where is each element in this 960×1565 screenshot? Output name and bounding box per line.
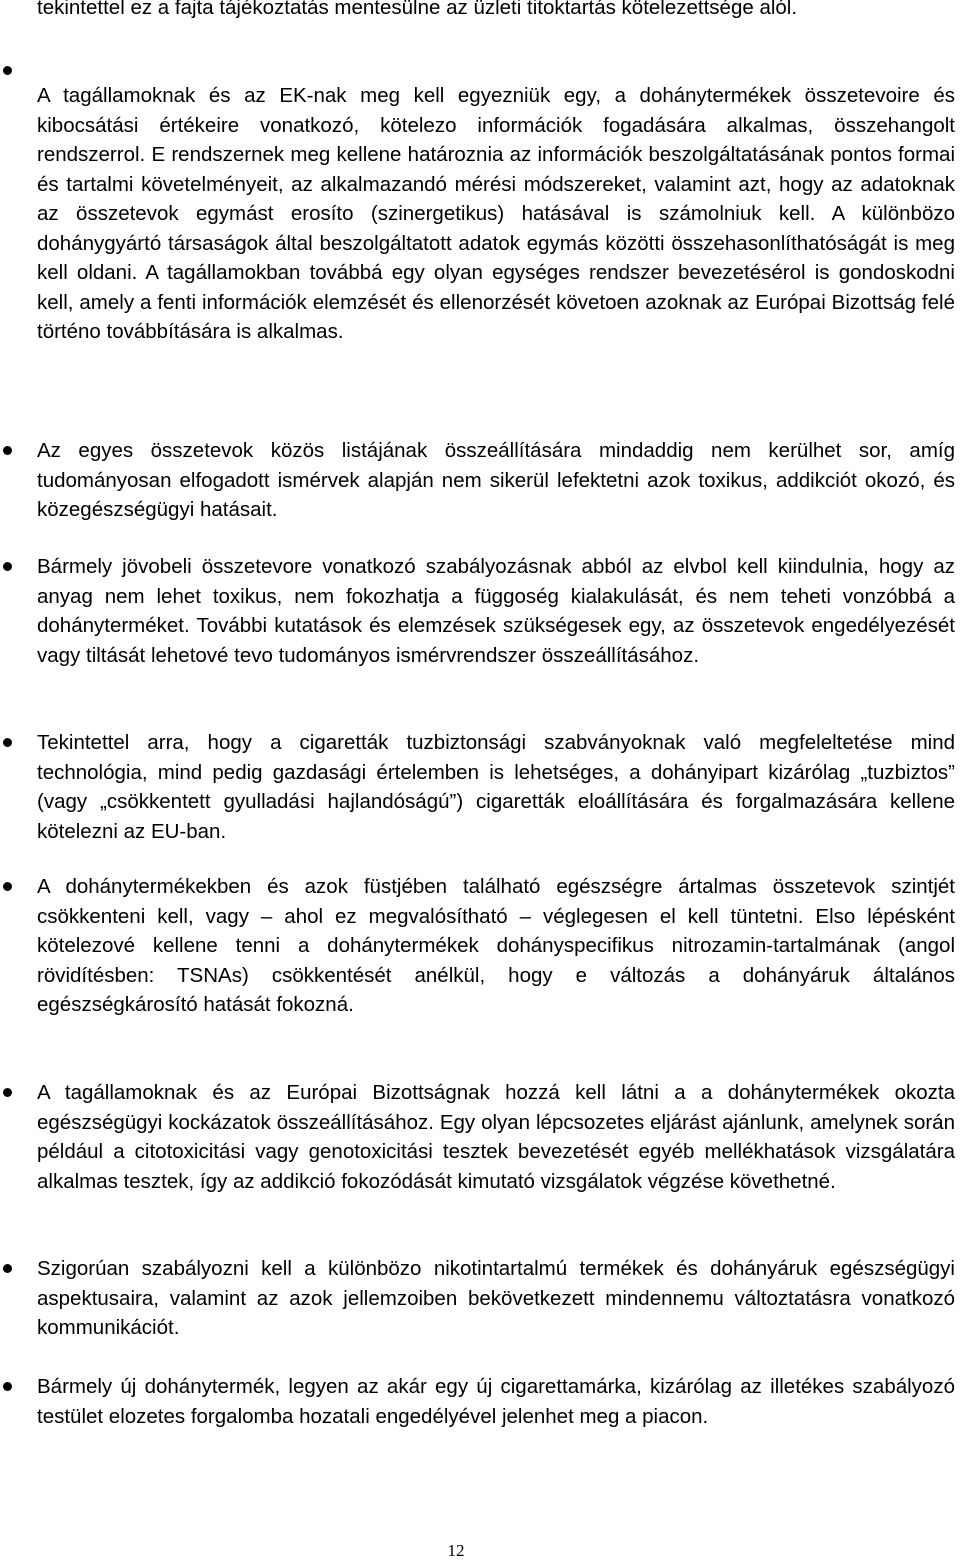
bullet-icon [3, 1382, 12, 1391]
bullet-paragraph-7: Szigorúan szabályozni kell a különbözo nikotintartalmú termékek és dohányáruk egészségügyi aspektusaira, valamint az azok jellemzoiben bekövetkezett mindennemu változtatásra vonatkozó kommunikációt. [37, 1257, 955, 1339]
bullet-icon [3, 562, 12, 571]
bullet-icon [3, 446, 12, 455]
bullet-paragraph-6: A tagállamoknak és az Európai Bizottságnak hozzá kell látni a a dohánytermékek okozta egészségügyi kockázatok összeállításához. Egy olyan lépcsozetes eljárást ajánlunk, amelynek során például a citotoxicitási vagy genotoxicitási tesztek bevezetését egyéb mellékhatások vizsgálatára alkalmas tesztek, így az addikció fokozódását kimutató vizsgálatok végzése követhetné. [37, 1081, 955, 1193]
bullet-icon [3, 66, 12, 75]
bullet-paragraph-2: Az egyes összetevok közös listájának összeállítására mindaddig nem kerülhet sor, amíg tudományosan elfogadott ismérvek alapján nem sikerül lefektetni azok toxikus, addikciót okozó, és közegészségügyi hatásait. [37, 439, 955, 521]
continuation-paragraph: tekintettel ez a fajta tájékoztatás mentesülne az üzleti titoktartás kötelezettsége alól. [37, 0, 798, 19]
bullet-paragraph-5: A dohánytermékekben és azok füstjében található egészségre ártalmas összetevok szintjét csökkenteni kell, vagy – ahol ez megvalósítható – véglegesen el kell tüntetni. Elso lépésként kötelezové kellene tenni a dohánytermékek dohányspecifikus nitrozamin-tartalmának (angol rövidítésben: TSNAs) csökkentését anélkül, hogy e változás a dohányáruk általános egészségkárosító hatását fokozná. [37, 875, 955, 1016]
bullet-paragraph-1: A tagállamoknak és az EK-nak meg kell egyezniük egy, a dohánytermékek összetevoire és kibocsátási értékeire vonatkozó, kötelezo információk fogadására alkalmas, összehangolt rendszerrol. E rendszernek meg kellene határoznia az információk beszolgáltatásának pontos formai és tartalmi követelményeit, az alkalmazandó mérési módszereket, valamint azt, hogy az adatoknak az összetevok egymást erosíto (szinergetikus) hatásával is számolniuk kell. A különbözo dohánygyártó társaságok által beszolgáltatott adatok egymás közötti összehasonlíthatóságát is meg kell oldani. A tagállamokban továbbá egy olyan egységes rendszer bevezetésérol is gondoskodni kell, amely a fenti információk elemzését és ellenorzését követoen azoknak az Európai Bizottság felé történo továbbítására is alkalmas. [37, 84, 955, 343]
bullet-icon [3, 1264, 12, 1273]
page-number: 12 [447, 1541, 465, 1560]
bullet-paragraph-8: Bármely új dohánytermék, legyen az akár egy új cigarettamárka, kizárólag az illetékes szabályozó testület elozetes forgalomba hozatali engedélyével jelenhet meg a piacon. [37, 1375, 955, 1428]
bullet-icon [3, 1088, 12, 1097]
bullet-icon [3, 882, 12, 891]
bullet-icon [3, 738, 12, 747]
bullet-paragraph-4: Tekintettel arra, hogy a cigaretták tuzbiztonsági szabványoknak való megfeleltetése mind technológia, mind pedig gazdasági értelemben is lehetséges, a dohányipart kizárólag „tuzbiztos” (vagy „csökkentett gyulladási hajlandóságú”) cigaretták eloállítására és forgalmazására kellene kötelezni az EU-ban. [37, 731, 955, 843]
bullet-paragraph-3: Bármely jövobeli összetevore vonatkozó szabályozásnak abból az elvbol kell kiindulnia, hogy az anyag nem lehet toxikus, nem fokozhatja a függoség kialakulását, és nem teheti vonzóbbá a dohányterméket. További kutatások és elemzések szükségesek egy, az összetevok engedélyezését vagy tiltását lehetové tevo tudományos ismérvrendszer összeállításához. [37, 555, 955, 667]
